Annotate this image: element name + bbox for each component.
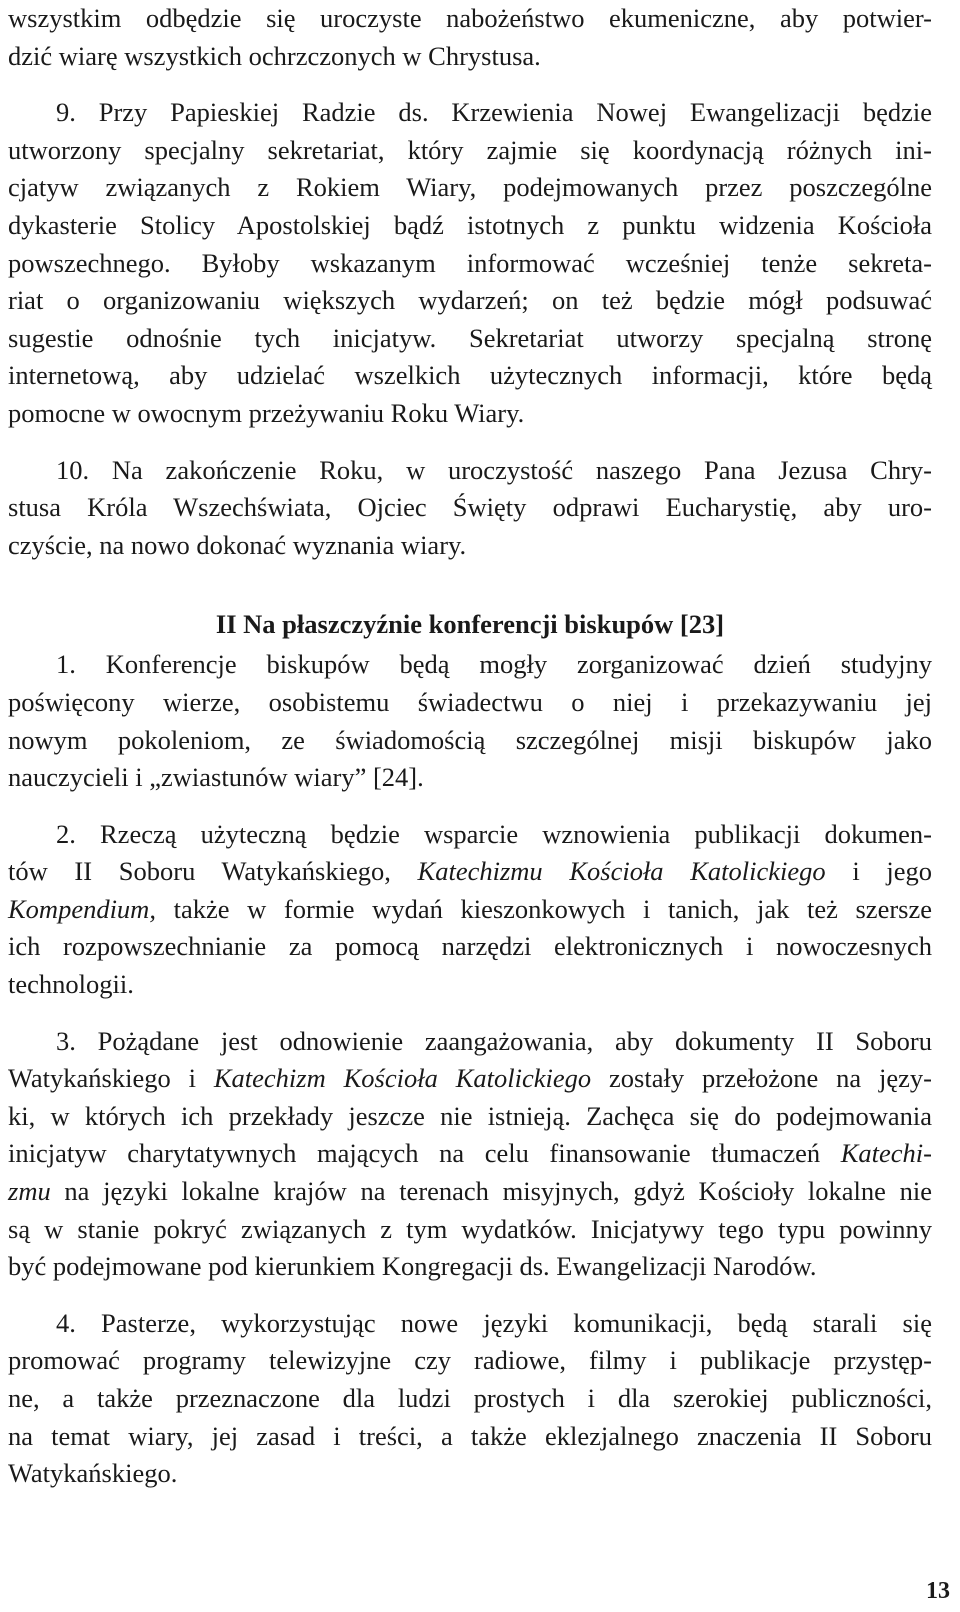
text-line [8, 891, 932, 929]
text-line [8, 1135, 932, 1173]
text-line: wszystkim odbędzie się uroczyste nabożeństwo ekumeniczne, aby potwier- [8, 3, 932, 33]
text-line: ki, w których ich przekłady jeszcze nie istnieją. Zachęca się do podejmowania [8, 1100, 932, 1131]
text-run: także w formie wydań kieszonkowych i tanich, jak też szersze [155, 893, 932, 924]
text-line [8, 1060, 932, 1098]
text-line: riat o organizowaniu większych wydarzeń; on też będzie mógł podsuwać [8, 285, 932, 316]
text-line: nowym pokoleniom, ze świadomością szczególnej misji biskupów jako [8, 724, 932, 755]
italic-title: zmu [8, 1176, 51, 1207]
text-line: ne, a także przeznaczone dla ludzi prostych i dla szerokiej publiczności, [8, 1383, 932, 1413]
text-line: dykasterie Stolicy Apostolskiej bądź istotnych z punktu widzenia Kościoła [8, 209, 932, 240]
text-run: Watykańskiego i [8, 1063, 214, 1094]
text-line [8, 1173, 932, 1211]
paragraph-9 [8, 94, 932, 432]
text-line: dzić wiarę wszystkich ochrzczonych w Chrystusa. [8, 40, 541, 71]
text-line: być podejmowane pod kierunkiem Kongregacji ds. Ewangelizacji Narodów. [8, 1251, 817, 1282]
text-line: poświęcony wierze, osobistemu świadectwu o niej i przekazywaniu jej [8, 686, 932, 717]
text-line [8, 853, 932, 891]
text-line: ich rozpowszechnianie za pomocą narzędzi elektronicznych i nowoczesnych [8, 931, 932, 962]
text-line: na temat wiary, jej zasad i treści, a także eklezjalnego znaczenia II Soboru [8, 1420, 932, 1451]
document-page [8, 0, 932, 1493]
text-line: sugestie odnośnie tych inicjatyw. Sekretariat utworzy specjalną stronę [8, 322, 932, 353]
text-line: stusa Króla Wszechświata, Ojciec Święty odprawi Eucharystię, aby uro- [8, 492, 932, 523]
text-line: 2. Rzeczą użyteczną będzie wsparcie wznowienia publikacji dokumen- [56, 818, 932, 849]
page-number: 13 [926, 1578, 950, 1604]
text-line: 10. Na zakończenie Roku, w uroczystość naszego Pana Jezusa Chry- [56, 454, 932, 485]
text-line: internetową, aby udzielać wszelkich użytecznych informacji, które będą [8, 360, 932, 391]
text-run: na języki lokalne krajów na terenach misyjnych, gdyż Kościoły lokalne nie [50, 1176, 932, 1207]
text-line: 4. Pasterze, wykorzystując nowe języki komunikacji, będą starali się [56, 1307, 932, 1338]
text-line: nauczycieli i „zwiastunów wiary” [24]. [8, 762, 424, 793]
text-line: Watykańskiego. [8, 1458, 178, 1489]
text-run: inicjatyw charytatywnych mających na celu finansowanie tłumaczeń [8, 1138, 841, 1169]
paragraph-continuation [8, 0, 932, 75]
paragraph-s2 [8, 816, 932, 1004]
text-line: 3. Pożądane jest odnowienie zaangażowania, aby dokumenty II Soboru [56, 1025, 932, 1056]
text-line: czyście, na nowo dokonać wyznania wiary. [8, 529, 467, 560]
italic-title: Kompendium, [8, 893, 156, 924]
paragraph-s1 [8, 646, 932, 796]
text-line: promować programy telewizyjne czy radiowe, filmy i publikacje przystęp- [8, 1345, 932, 1376]
text-run: tów II Soboru Watykańskiego, [8, 856, 418, 887]
text-line: pomocne w owocnym przeżywaniu Roku Wiary. [8, 397, 525, 428]
paragraph-s3 [8, 1023, 932, 1286]
paragraph-s4 [8, 1305, 932, 1493]
text-line: powszechnego. Byłoby wskazanym informować wcześniej tenże sekreta- [8, 247, 932, 278]
text-line: technologii. [8, 969, 134, 1000]
text-run: i jego [825, 856, 932, 887]
text-line: utworzony specjalny sekretariat, który zajmie się koordynacją różnych ini- [8, 134, 932, 165]
paragraph-10 [8, 452, 932, 565]
italic-title: Katechizmu Kościoła Katolickiego [417, 856, 826, 887]
text-run: zostały przełożone na języ- [591, 1063, 932, 1094]
italic-title: Katechi- [840, 1138, 932, 1169]
text-line: 1. Konferencje biskupów będą mogły zorganizować dzień studyjny [56, 649, 932, 680]
text-line: cjatyw związanych z Rokiem Wiary, podejmowanych przez poszczególne [8, 172, 932, 203]
text-line: 9. Przy Papieskiej Radzie ds. Krzewienia Nowej Ewangelizacji będzie [56, 97, 932, 128]
section-heading: II Na płaszczyźnie konferencji biskupów [23] [215, 609, 725, 640]
italic-title: Katechizm Kościoła Katolickiego [213, 1063, 592, 1094]
text-line: są w stanie pokryć związanych z tym wydatków. Inicjatywy tego typu powinny [8, 1213, 932, 1244]
